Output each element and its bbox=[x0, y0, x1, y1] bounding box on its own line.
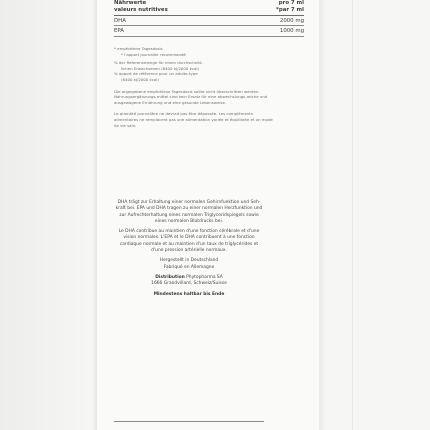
footnote-reference bbox=[114, 60, 274, 82]
header-label-de: Nährwerte bbox=[114, 0, 147, 6]
distribution bbox=[114, 275, 264, 288]
distribution-company: Phytopharma SA bbox=[186, 274, 223, 280]
nutrition-header bbox=[114, 0, 304, 14]
header-label-fr: valeurs nutritives bbox=[114, 6, 168, 13]
health-claim-fr: Le DHA contribue au maintien d'une fonction cérébrale et d'une vision normales. L'EPA et le DHA contribuent à une fonction cardiaque normale et au maintien d'un taux de triglycérides et d'une pression artérielle normaux. bbox=[118, 229, 260, 254]
header-per-fr: *par 7 ml bbox=[276, 6, 304, 13]
table-rule bbox=[114, 36, 304, 37]
made-in bbox=[114, 258, 264, 271]
footnote-text: * l'apport journalier recommandé bbox=[121, 51, 186, 57]
distribution-address: 1666 Grandvillard, Schweiz/Suisse bbox=[151, 281, 227, 287]
nutrient-value: 1000 mg bbox=[279, 28, 304, 35]
nutrition-table bbox=[114, 0, 304, 39]
made-in-de: Hergestellt in Deutschland bbox=[159, 258, 219, 264]
distribution-label: Distribution bbox=[155, 274, 185, 280]
footnote-text: (8400 kJ/2000 kcal) bbox=[121, 76, 159, 82]
table-row bbox=[114, 18, 304, 25]
warning-text-de: Die angegebene empfohlene Tagesdosis sollte nicht überschritten werden. Nahrungsergänzungs-mittel sind kein Ersatz für eine abwechslungs-reiche und ausgewogene Ernährung und eine gesunde Lebensweise. bbox=[114, 88, 268, 105]
footnote-text: * empfohlene Tagesdosis bbox=[114, 46, 163, 51]
claims-block bbox=[114, 200, 264, 302]
background-edge bbox=[352, 0, 353, 430]
nutrient-name: DHA bbox=[114, 17, 126, 24]
best-before: Mindestens haltbar bis Ende bbox=[153, 291, 225, 297]
health-claim-de: DHA trägt zur Erhaltung einer normalen Gehirnfunktion und Seh-kraft bei. EPA und DHA tragen zu einer normalen Herzfunktion und zur Aufrechterhaltung eines normalen Triglyceridspiegels sowie eines normalen Blutdrucks bei. bbox=[115, 200, 263, 224]
footnotes bbox=[114, 46, 274, 131]
warning-text-fr: La quantité journalière ne devrait pas être dépassée. Les compléments alimentaires ne remplacent pas une alimentation variée et équilibrée et un mode de vie sain. bbox=[114, 111, 273, 128]
nutrient-name: EPA bbox=[114, 28, 124, 35]
footnote-recommended bbox=[114, 46, 274, 57]
footnote-text: % der Referenzmenge für einen durchschnitt- bbox=[114, 60, 203, 66]
package-side-edge bbox=[319, 0, 325, 430]
footnote-text: % apport de référence pour un adulte-type bbox=[114, 71, 198, 77]
nutrition-header-left bbox=[114, 0, 168, 14]
nutrient-value: 2000 mg bbox=[279, 17, 304, 24]
bottom-rule bbox=[114, 421, 264, 422]
table-row bbox=[114, 28, 304, 35]
made-in-fr: Fabriqué en Allemagne bbox=[163, 264, 215, 270]
table-rule bbox=[114, 25, 304, 26]
background-shadow bbox=[0, 0, 90, 430]
header-per-de: pro 7 ml bbox=[278, 0, 304, 6]
nutrition-header-right bbox=[276, 0, 304, 14]
footnote-text: lichen Erwachsenen (8400 kJ/2000 kcal) bbox=[121, 65, 199, 71]
table-rule bbox=[114, 15, 304, 16]
